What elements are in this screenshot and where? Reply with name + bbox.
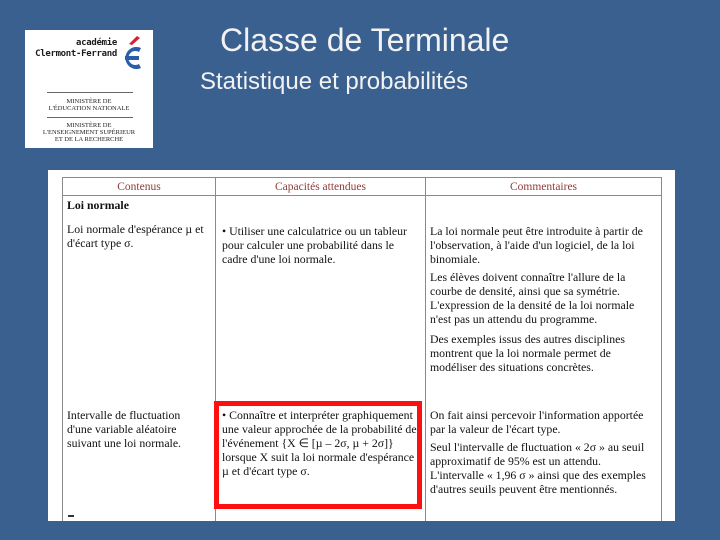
logo-divider: [47, 117, 133, 118]
logo-clermont-text: Clermont-Ferrand: [35, 49, 117, 59]
logo-ministere-enseignement: [25, 122, 153, 143]
document-excerpt: [48, 170, 675, 521]
commentaire-item: On fait ainsi percevoir l'information apportée par la valeur de l'écart type.: [430, 408, 644, 436]
logo-e-icon: [117, 34, 147, 78]
commentaire-item: La loi normale peut être introduite à partir de l'observation, à l'aide d'un logiciel, de la loi binomiale.: [430, 224, 643, 266]
contenus-cell: [63, 196, 216, 522]
logo-divider: [47, 92, 133, 93]
logo-text-line: L'ENSEIGNEMENT SUPÉRIEUR: [42, 129, 136, 136]
header-commentaires: Commentaires: [426, 178, 662, 196]
section-title: Loi normale: [67, 198, 129, 212]
logo-text-line: ET DE LA RECHERCHE: [54, 136, 124, 143]
logo-text-line: L'ÉDUCATION NATIONALE: [48, 105, 130, 112]
logo-academie-text: académie: [76, 38, 117, 48]
bullet-mark: [68, 515, 74, 517]
commentaire-item: Des exemples issus des autres disciplines montrent que la loi normale permet de modéliser des situations concrètes.: [430, 332, 625, 374]
capacite-item: • Utiliser une calculatrice ou un tableur pour calculer une probabilité dans le cadre d'une loi normale.: [222, 224, 407, 266]
table-header-row: [63, 178, 662, 196]
contenu-item: Intervalle de fluctuation d'une variable aléatoire suivant une loi normale.: [67, 408, 182, 450]
commentaires-cell: [426, 196, 662, 522]
commentaire-item: Seul l'intervalle de fluctuation « 2σ » au seuil approximatif de 95% est un attendu. L'intervalle « 1,96 σ » ainsi que des exemples d'autres seuils peuvent être mentionnés.: [430, 440, 646, 496]
commentaire-item: Les élèves doivent connaître l'allure de la courbe de densité, ainsi que sa symétrie. L'expression de la densité de la loi normale n'est pas un attendu du programme.: [430, 270, 635, 326]
logo-text-line: MINISTÈRE DE: [66, 98, 112, 105]
header-capacites: Capacités attendues: [216, 178, 426, 196]
program-table: [62, 177, 662, 521]
header-contenus: Contenus: [63, 178, 216, 196]
logo-text-line: MINISTÈRE DE: [66, 122, 112, 129]
capacite-item: • Connaître et interpréter graphiquement une valeur approchée de la probabilité de l'événement {X ∈ [µ – 2σ, µ + 2σ]} lorsque X suit la loi normale d'espérance µ et d'écart type σ.: [222, 408, 417, 478]
logo-ministere-education: [25, 98, 153, 112]
logo-wordmark: [25, 38, 117, 60]
academie-logo: [25, 30, 153, 148]
page-title: Classe de Terminale: [220, 22, 510, 58]
capacites-cell: [216, 196, 426, 522]
contenu-item: Loi normale d'espérance µ et d'écart type σ.: [67, 222, 204, 250]
table-row: [63, 196, 662, 522]
page-subtitle: Statistique et probabilités: [200, 68, 469, 95]
